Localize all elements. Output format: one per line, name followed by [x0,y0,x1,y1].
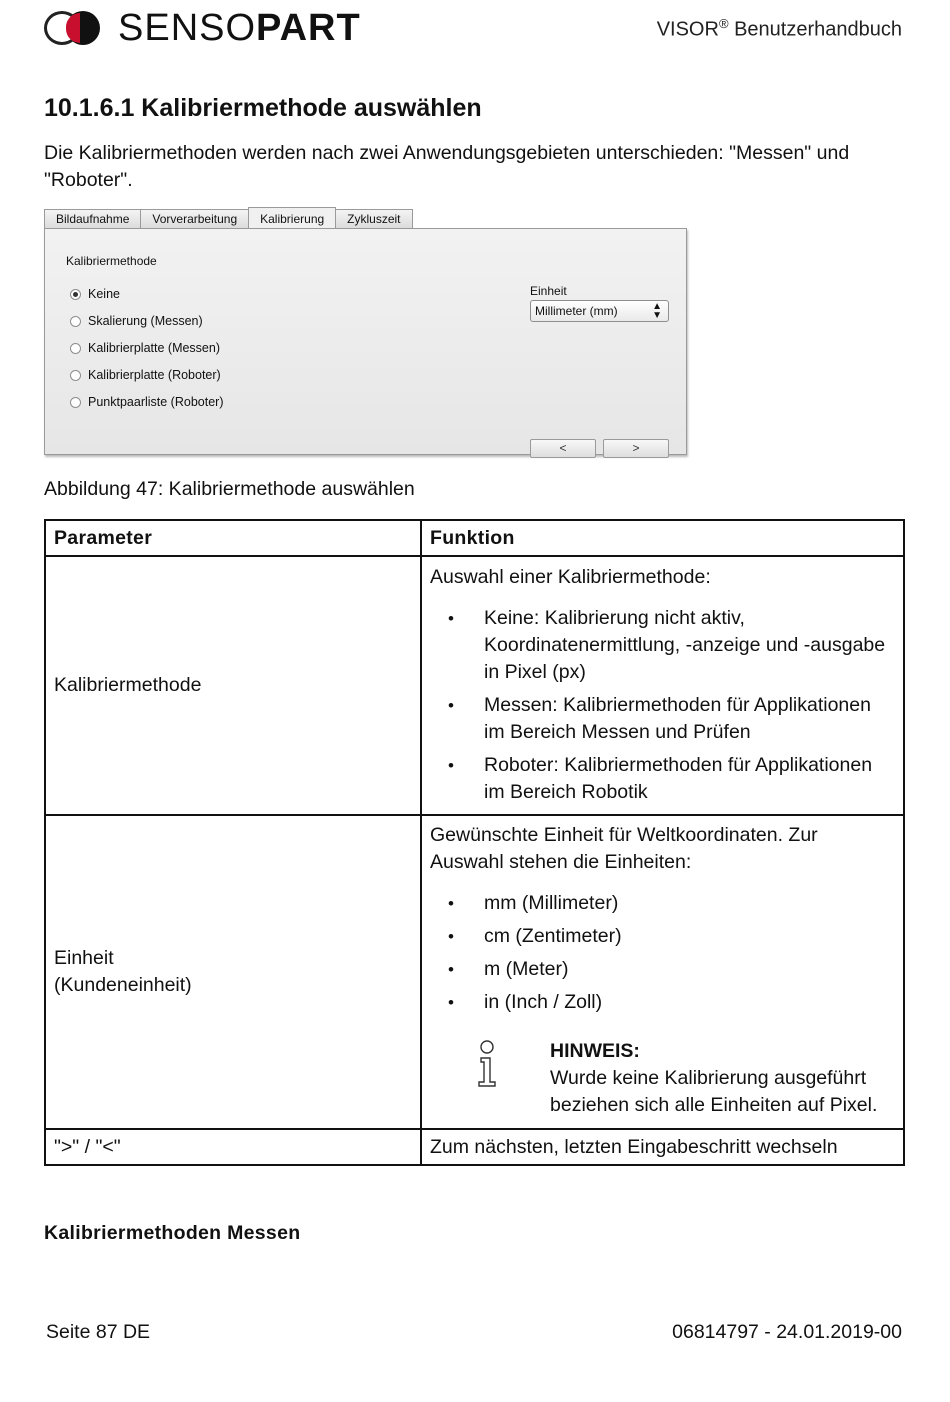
radio-label: Skalierung (Messen) [88,314,203,328]
unit-label: Einheit [530,284,567,298]
logo-mark-icon [44,9,102,47]
radio-unchecked-icon[interactable] [70,343,81,354]
note-text: Wurde keine Kalibrierung ausgeführt beziehen sich alle Einheiten auf Pixel. [550,1067,878,1116]
figure-caption: Abbildung 47: Kalibriermethode auswählen [44,478,415,500]
logo-text-light: SENSO [118,6,257,49]
radio-label: Punktpaarliste (Roboter) [88,395,224,409]
function-intro: Auswahl einer Kalibriermethode: [430,566,711,588]
function-intro: Gewünschte Einheit für Weltkoordinaten. Zur Auswahl stehen die Einheiten: [430,824,818,873]
function-cell: Zum nächsten, letzten Eingabeschritt wechseln [421,1129,904,1165]
radio-unchecked-icon[interactable] [70,316,81,327]
param-cell: Kalibriermethode [45,556,421,815]
parameter-table [44,519,905,1166]
page-number: Seite 87 DE [46,1321,151,1343]
doc-title-suffix: Benutzerhandbuch [728,18,902,41]
group-title: Kalibriermethode [66,254,157,268]
spinner-arrows-icon: ▲ ▼ [652,301,662,321]
logo-text-bold: PART [256,6,361,49]
tab-bar [44,209,412,228]
param-cell [45,815,421,1129]
header-parameter: Parameter [45,520,421,556]
radio-option-kalibrierplatte-messen[interactable] [70,341,220,355]
registered-mark: ® [718,16,729,31]
logo-text [118,7,361,50]
radio-label: Kalibrierplatte (Roboter) [88,368,221,382]
intro-paragraph: Die Kalibriermethoden werden nach zwei Anwendungsgebieten unterschieden: "Messen" und "Roboter". [44,142,850,191]
list-item: • m (Meter) [430,956,895,983]
list-item: • Keine: Kalibrierung nicht aktiv, Koordinatenermittlung, -anzeige und -ausgabe in Pixel (px) [430,605,895,686]
table-row [45,556,904,815]
param-line: Einheit [54,947,114,969]
tab-bildaufnahme[interactable]: Bildaufnahme [44,209,141,228]
radio-checked-icon[interactable] [70,289,81,300]
param-cell: ">" / "<" [45,1129,421,1165]
radio-option-kalibrierplatte-roboter[interactable] [70,368,221,382]
function-cell [421,815,904,1129]
radio-unchecked-icon[interactable] [70,397,81,408]
tab-vorverarbeitung[interactable]: Vorverarbeitung [140,209,249,228]
unit-select-value: Millimeter (mm) [535,304,618,318]
calibration-panel [44,228,687,455]
header-funktion: Funktion [421,520,904,556]
function-cell [421,556,904,815]
sensopart-logo [44,8,361,48]
bullet-list [430,605,895,806]
document-number: 06814797 - 24.01.2019-00 [672,1321,902,1343]
unit-select[interactable] [530,300,669,322]
section-heading: 10.1.6.1 Kalibriermethode auswählen [44,94,482,122]
table-row [45,1129,904,1165]
radio-label: Keine [88,287,120,301]
note-box [430,1038,895,1119]
list-item: • mm (Millimeter) [430,890,895,917]
calibration-dialog-screenshot [44,209,687,455]
next-step-button[interactable]: > [603,439,669,458]
bullet-list [430,890,895,1016]
radio-option-punktpaarliste[interactable] [70,395,223,409]
note-title: HINWEIS: [550,1040,640,1062]
radio-unchecked-icon[interactable] [70,370,81,381]
subheading: Kalibriermethoden Messen [44,1222,301,1244]
list-item: • Messen: Kalibriermethoden für Applikationen im Bereich Messen und Prüfen [430,692,895,746]
doc-title-product: VISOR [656,18,719,41]
prev-step-button[interactable]: < [530,439,596,458]
table-header-row [45,520,904,556]
list-item: • in (Inch / Zoll) [430,989,895,1016]
table-row [45,815,904,1129]
info-icon [430,1038,550,1119]
document-title [657,16,902,42]
tab-kalibrierung[interactable]: Kalibrierung [248,207,336,228]
note-content [550,1038,895,1119]
radio-label: Kalibrierplatte (Messen) [88,341,220,355]
radio-option-skalierung[interactable] [70,314,203,328]
param-line: (Kundeneinheit) [54,974,192,996]
tab-zykluszeit[interactable]: Zykluszeit [335,209,412,228]
list-item: • Roboter: Kalibriermethoden für Applikationen im Bereich Robotik [430,752,895,806]
list-item: • cm (Zentimeter) [430,923,895,950]
radio-option-keine[interactable] [70,287,120,301]
